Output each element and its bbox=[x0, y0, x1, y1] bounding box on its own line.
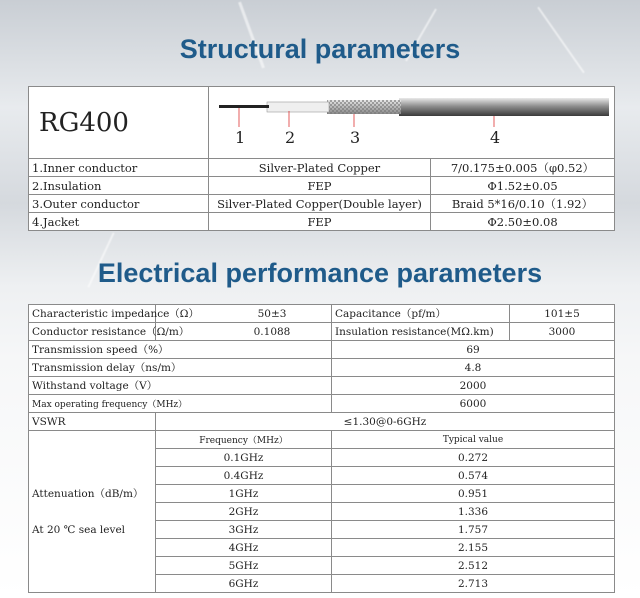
layer-material: Silver-Plated Copper bbox=[209, 159, 431, 177]
typical-value: 2.713 bbox=[332, 575, 615, 593]
layer-spec: Φ1.52±0.05 bbox=[431, 177, 615, 195]
layer-name: 4.Jacket bbox=[29, 213, 209, 231]
typical-value: 0.951 bbox=[332, 485, 615, 503]
param-value: 3000 bbox=[510, 323, 615, 341]
model-name: RG400 bbox=[29, 87, 209, 159]
electrical-table bbox=[28, 304, 615, 593]
layer-spec: 7/0.175±0.005（φ0.52） bbox=[431, 159, 615, 177]
typical-value: 2.155 bbox=[332, 539, 615, 557]
typical-value: 1.757 bbox=[332, 521, 615, 539]
param-row bbox=[29, 395, 615, 413]
diagram-label-1: 1 bbox=[235, 128, 246, 147]
frequency-header: Frequency（MHz） bbox=[156, 431, 332, 449]
typical-value: 2.512 bbox=[332, 557, 615, 575]
layer-name: 3.Outer conductor bbox=[29, 195, 209, 213]
attenuation-condition: At 20 ℃ sea level bbox=[32, 523, 126, 536]
param-label: Capacitance（pf/m） bbox=[332, 305, 510, 323]
layer-name: 1.Inner conductor bbox=[29, 159, 209, 177]
layer-spec: Braid 5*16/0.10（1.92） bbox=[431, 195, 615, 213]
param-label: Insulation resistance(MΩ.km) bbox=[332, 323, 510, 341]
structure-row bbox=[29, 213, 615, 231]
layer-spec: Φ2.50±0.08 bbox=[431, 213, 615, 231]
diagram-label-4: 4 bbox=[490, 128, 501, 147]
frequency: 0.4GHz bbox=[156, 467, 332, 485]
param-value: 101±5 bbox=[510, 305, 615, 323]
typical-value: 0.574 bbox=[332, 467, 615, 485]
param-row bbox=[29, 413, 615, 431]
param-row bbox=[29, 305, 615, 323]
attenuation-label: Attenuation（dB/m） bbox=[32, 487, 144, 500]
param-row bbox=[29, 359, 615, 377]
attenuation-label-cell bbox=[29, 431, 156, 593]
insulation-layer bbox=[267, 102, 329, 112]
param-label: Characteristic impedance（Ω） bbox=[29, 305, 156, 323]
layer-material: FEP bbox=[209, 213, 431, 231]
diagram-label-3: 3 bbox=[350, 128, 361, 147]
param-value: 2000 bbox=[332, 377, 615, 395]
param-value: 50±3 bbox=[156, 305, 332, 323]
structural-title: Structural parameters bbox=[179, 34, 461, 64]
param-value: 4.8 bbox=[332, 359, 615, 377]
param-value: 69 bbox=[332, 341, 615, 359]
layer-material: Silver-Plated Copper(Double layer) bbox=[209, 195, 431, 213]
param-label: VSWR bbox=[29, 413, 156, 431]
layer-material: FEP bbox=[209, 177, 431, 195]
layer-name: 2.Insulation bbox=[29, 177, 209, 195]
frequency: 2GHz bbox=[156, 503, 332, 521]
param-value: 6000 bbox=[332, 395, 615, 413]
diagram-label-2: 2 bbox=[285, 128, 296, 147]
param-label: Withstand voltage（V） bbox=[29, 377, 332, 395]
electrical-title: Electrical performance parameters bbox=[97, 258, 543, 288]
param-label: Conductor resistance（Ω/m） bbox=[29, 323, 156, 341]
typical-value: 1.336 bbox=[332, 503, 615, 521]
param-row bbox=[29, 323, 615, 341]
structure-row bbox=[29, 177, 615, 195]
typical-value-header: Typical value bbox=[332, 431, 615, 449]
frequency: 1GHz bbox=[156, 485, 332, 503]
frequency: 3GHz bbox=[156, 521, 332, 539]
attenuation-header-row bbox=[29, 431, 615, 449]
param-value: ≤1.30@0-6GHz bbox=[156, 413, 615, 431]
structure-row bbox=[29, 195, 615, 213]
cable-structure-illustration bbox=[209, 87, 613, 155]
jacket-layer bbox=[399, 98, 609, 116]
frequency: 6GHz bbox=[156, 575, 332, 593]
param-row bbox=[29, 377, 615, 395]
frequency: 0.1GHz bbox=[156, 449, 332, 467]
param-label: Transmission delay（ns/m） bbox=[29, 359, 332, 377]
inner-conductor bbox=[219, 105, 269, 108]
frequency: 4GHz bbox=[156, 539, 332, 557]
param-row bbox=[29, 341, 615, 359]
structural-table bbox=[28, 86, 615, 231]
typical-value: 0.272 bbox=[332, 449, 615, 467]
frequency: 5GHz bbox=[156, 557, 332, 575]
param-label: Transmission speed（%） bbox=[29, 341, 332, 359]
structure-row bbox=[29, 159, 615, 177]
cable-diagram bbox=[209, 87, 615, 159]
param-label: Max operating frequency（MHz） bbox=[29, 395, 332, 413]
param-value: 0.1088 bbox=[156, 323, 332, 341]
